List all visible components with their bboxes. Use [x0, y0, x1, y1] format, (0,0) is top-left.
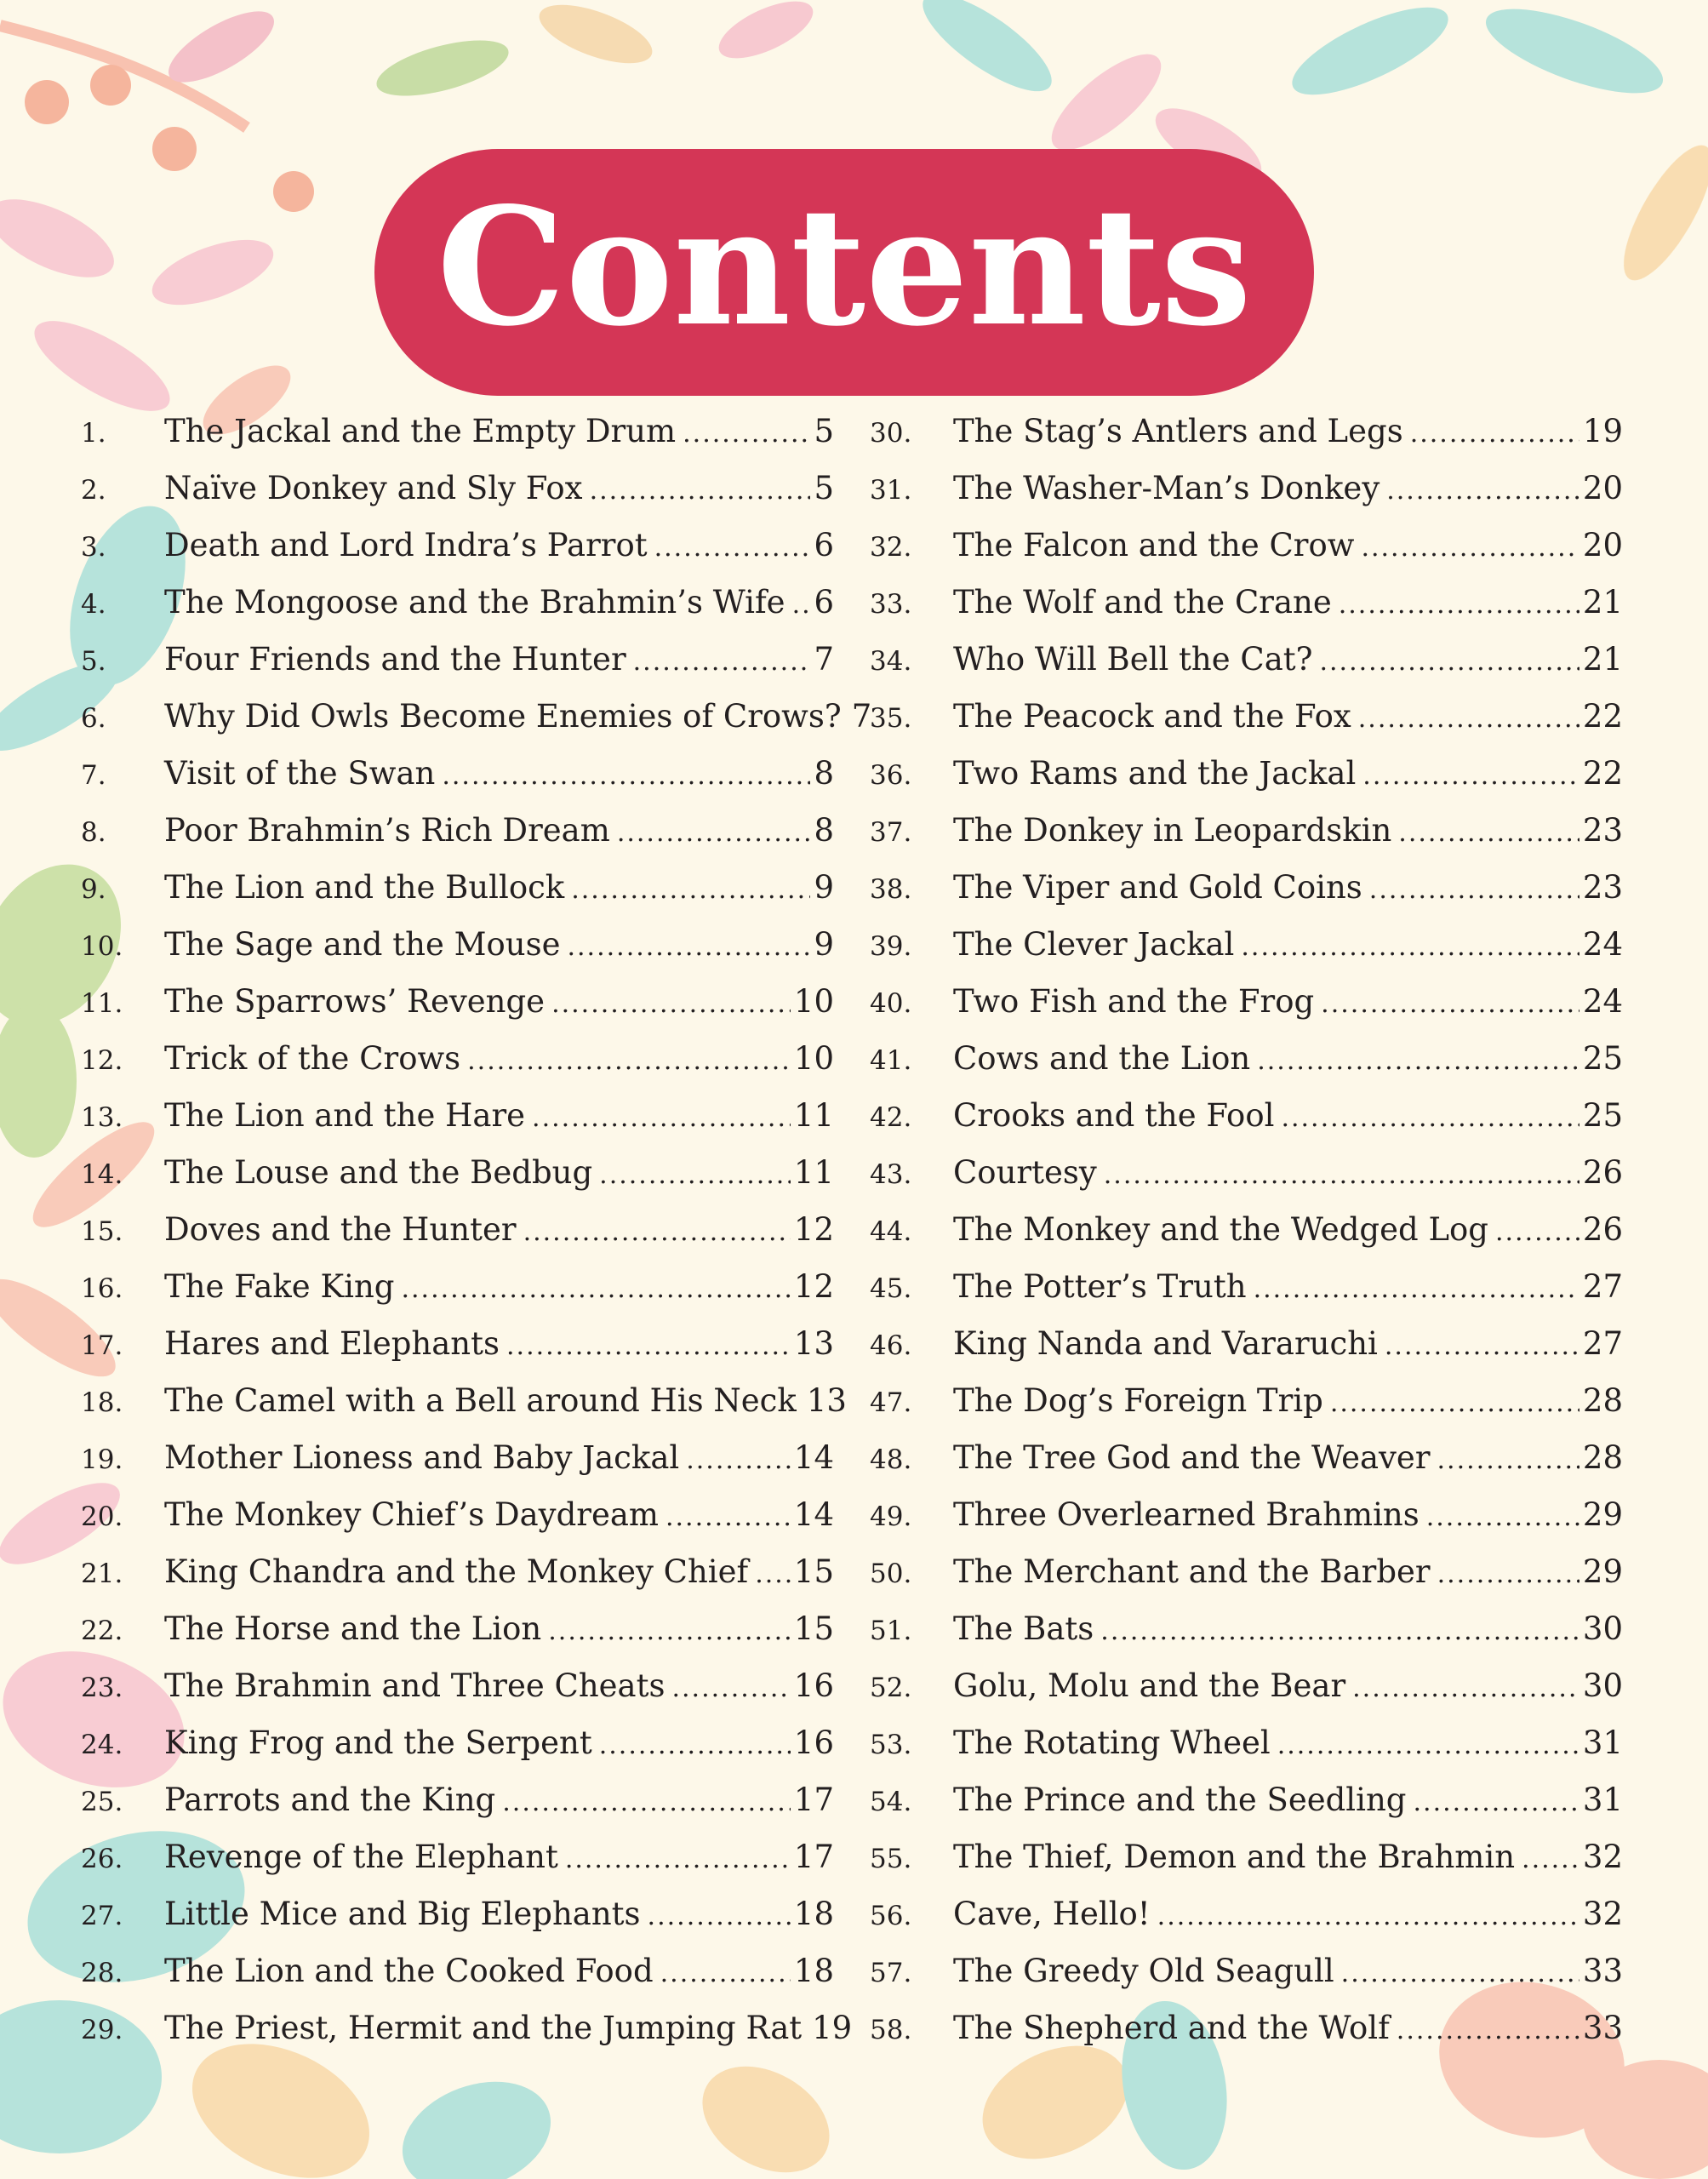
toc-leader-dots [654, 533, 811, 563]
toc-row[interactable] [870, 812, 1623, 869]
toc-number: 44. [870, 1216, 912, 1247]
toc-row[interactable] [870, 869, 1623, 926]
toc-title: The Rotating Wheel [953, 1724, 1271, 1761]
toc-leader-dots [1386, 476, 1579, 506]
toc-row[interactable] [81, 1154, 834, 1211]
toc-page-number: 8 [814, 755, 834, 792]
toc-number: 45. [870, 1273, 912, 1304]
toc-page-number: 13 [806, 1382, 847, 1419]
toc-number: 6. [81, 703, 106, 734]
toc-title: The Jackal and the Empty Drum [164, 413, 677, 449]
toc-page-number: 16 [793, 1667, 834, 1704]
toc-page-number: 11 [793, 1154, 834, 1191]
toc-row[interactable] [870, 1211, 1623, 1268]
toc-number: 8. [81, 817, 106, 848]
toc-row[interactable] [81, 1325, 834, 1382]
toc-title: Naïve Donkey and Sly Fox [164, 470, 583, 506]
toc-leader-dots [1361, 533, 1579, 563]
toc-leader-dots [1341, 1959, 1579, 1988]
toc-row[interactable] [81, 869, 834, 926]
toc-leader-dots [590, 476, 811, 506]
toc-page-number: 15 [793, 1610, 834, 1647]
toc-page-number: 23 [1582, 812, 1623, 849]
toc-number: 1. [81, 418, 106, 449]
toc-number: 48. [870, 1444, 912, 1475]
toc-page-number: 17 [793, 1839, 834, 1875]
toc-page-number: 30 [1582, 1610, 1623, 1647]
toc-leader-dots [1495, 1217, 1579, 1247]
toc-leader-dots [523, 1217, 791, 1247]
toc-title: The Dog’s Foreign Trip [953, 1382, 1323, 1419]
toc-title: Revenge of the Elephant [164, 1839, 558, 1875]
toc-title: The Lion and the Hare [164, 1097, 526, 1134]
toc-row[interactable] [870, 527, 1623, 584]
toc-page-number: 22 [1582, 698, 1623, 735]
toc-number: 27. [81, 1901, 123, 1931]
toc-row[interactable] [870, 1268, 1623, 1325]
toc-page-number: 27 [1582, 1325, 1623, 1362]
toc-leader-dots [755, 1559, 791, 1589]
toc-row[interactable] [870, 698, 1623, 755]
toc-number: 17. [81, 1330, 123, 1361]
toc-leader-dots [1321, 989, 1579, 1019]
toc-title: Who Will Bell the Cat? [953, 641, 1313, 678]
toc-row[interactable] [81, 1268, 834, 1325]
toc-leader-dots [1522, 1844, 1579, 1874]
toc-page-number: 8 [814, 812, 834, 849]
toc-leader-dots [671, 1673, 790, 1703]
toc-number: 54. [870, 1787, 912, 1817]
toc-row[interactable] [870, 1325, 1623, 1382]
toc-title: The Greedy Old Seagull [953, 1953, 1334, 1989]
toc-page-number: 6 [814, 527, 834, 563]
toc-leader-dots [1437, 1559, 1579, 1589]
toc-number: 33. [870, 589, 912, 620]
toc-title: The Viper and Gold Coins [953, 869, 1362, 906]
toc-title: Parrots and the King [164, 1782, 496, 1818]
toc-page-number: 32 [1582, 1839, 1623, 1875]
toc-number: 28. [81, 1958, 123, 1988]
toc-column-left [81, 413, 872, 2067]
toc-row[interactable] [81, 1097, 834, 1154]
toc-leader-dots [1100, 1616, 1579, 1646]
toc-title: King Frog and the Serpent [164, 1724, 592, 1761]
toc-page-number: 28 [1582, 1439, 1623, 1476]
toc-row[interactable] [870, 413, 1623, 470]
toc-leader-dots [467, 1046, 791, 1076]
toc-row[interactable] [81, 698, 872, 755]
toc-page-number: 21 [1582, 641, 1623, 678]
toc-leader-dots [442, 761, 810, 791]
toc-row[interactable] [870, 1097, 1623, 1154]
toc-row[interactable] [870, 1839, 1623, 1896]
toc-row[interactable] [870, 641, 1623, 698]
title-badge [366, 140, 1322, 404]
toc-title: The Shepherd and the Wolf [953, 2010, 1390, 2046]
toc-leader-dots [1397, 2016, 1579, 2045]
toc-title: Courtesy [953, 1154, 1097, 1191]
toc-leader-dots [1330, 1388, 1579, 1418]
toc-title: The Brahmin and Three Cheats [164, 1667, 665, 1704]
toc-title: King Chandra and the Monkey Chief [164, 1553, 749, 1590]
toc-row[interactable] [81, 527, 834, 584]
toc-title: The Peacock and the Fox [953, 698, 1351, 735]
toc-title: The Tree God and the Weaver [953, 1439, 1431, 1476]
toc-number: 18. [81, 1387, 123, 1418]
toc-title: Three Overlearned Brahmins [953, 1496, 1420, 1533]
toc-number: 50. [870, 1558, 912, 1589]
toc-title: Two Rams and the Jackal [953, 755, 1357, 792]
toc-page-number: 19 [812, 2010, 853, 2046]
toc-row[interactable] [870, 584, 1623, 641]
toc-page-number: 28 [1582, 1382, 1623, 1419]
toc-title: Death and Lord Indra’s Parrot [164, 527, 648, 563]
toc-page-number: 14 [793, 1496, 834, 1533]
toc-leader-dots [565, 1844, 791, 1874]
toc-row[interactable] [870, 755, 1623, 812]
toc-number: 52. [870, 1673, 912, 1703]
toc-number: 32. [870, 532, 912, 563]
toc-page-number: 15 [793, 1553, 834, 1590]
toc-page-number: 6 [814, 584, 834, 621]
toc-page-number: 19 [1582, 413, 1623, 449]
toc-page-number: 23 [1582, 869, 1623, 906]
toc-row[interactable] [870, 1040, 1623, 1097]
toc-page-number: 25 [1582, 1040, 1623, 1077]
toc-page-number: 5 [814, 413, 834, 449]
toc-row[interactable] [870, 1610, 1623, 1667]
toc-page-number: 21 [1582, 584, 1623, 621]
toc-number: 22. [81, 1616, 123, 1646]
toc-title: Two Fish and the Frog [953, 983, 1315, 1020]
toc-title: The Donkey in Leopardskin [953, 812, 1392, 849]
toc-leader-dots [1339, 590, 1579, 620]
toc-number: 34. [870, 646, 912, 677]
toc-title: Crooks and the Fool [953, 1097, 1275, 1134]
toc-page-number: 33 [1582, 1953, 1623, 1989]
toc-row[interactable] [870, 1496, 1623, 1553]
toc-row[interactable] [870, 1782, 1623, 1839]
toc-number: 51. [870, 1616, 912, 1646]
toc-leader-dots [1437, 1445, 1579, 1475]
toc-number: 9. [81, 874, 106, 905]
toc-row[interactable] [81, 983, 834, 1040]
toc-leader-dots [617, 818, 811, 848]
toc-title: Visit of the Swan [164, 755, 436, 792]
toc-number: 47. [870, 1387, 912, 1418]
toc-leader-dots [401, 1274, 790, 1304]
toc-leader-dots [1157, 1902, 1579, 1931]
toc-leader-dots [792, 590, 811, 620]
toc-row[interactable] [870, 1896, 1623, 1953]
toc-page-number: 20 [1582, 470, 1623, 506]
toc-title: Mother Lioness and Baby Jackal [164, 1439, 680, 1476]
toc-row[interactable] [870, 926, 1623, 983]
toc-page-number: 18 [793, 1896, 834, 1932]
toc-number: 4. [81, 589, 106, 620]
toc-leader-dots [567, 932, 810, 962]
toc-leader-dots [599, 1730, 791, 1760]
toc-number: 55. [870, 1844, 912, 1874]
toc-title: Four Friends and the Hunter [164, 641, 626, 678]
toc-title: The Prince and the Seedling [953, 1782, 1407, 1818]
toc-row[interactable] [81, 413, 834, 470]
toc-title: The Falcon and the Crow [953, 527, 1355, 563]
toc-title: The Bats [953, 1610, 1094, 1647]
toc-number: 12. [81, 1045, 123, 1076]
toc-row[interactable] [81, 1782, 834, 1839]
toc-row[interactable] [870, 1154, 1623, 1211]
toc-leader-dots [648, 1902, 791, 1931]
toc-page-number: 7 [814, 641, 834, 678]
toc-leader-dots [660, 1959, 791, 1988]
toc-title: King Nanda and Vararuchi [953, 1325, 1378, 1362]
toc-row[interactable] [81, 1896, 834, 1953]
toc-leader-dots [1398, 818, 1579, 848]
toc-leader-dots [1358, 704, 1579, 734]
toc-page-number: 14 [793, 1439, 834, 1476]
toc-page-number: 10 [793, 1040, 834, 1077]
toc-number: 41. [870, 1045, 912, 1076]
toc-number: 7. [81, 760, 106, 791]
toc-leader-dots [1426, 1502, 1579, 1532]
toc-row[interactable] [870, 1953, 1623, 2010]
toc-leader-dots [1241, 932, 1579, 962]
toc-number: 16. [81, 1273, 123, 1304]
toc-page-number: 17 [793, 1782, 834, 1818]
toc-title: The Louse and the Bedbug [164, 1154, 593, 1191]
toc-row[interactable] [870, 2010, 1623, 2067]
toc-row[interactable] [81, 1724, 834, 1782]
toc-title: The Monkey and the Wedged Log [953, 1211, 1488, 1248]
toc-title: Cows and the Lion [953, 1040, 1251, 1077]
toc-leader-dots [502, 1787, 791, 1817]
toc-number: 49. [870, 1501, 912, 1532]
toc-title: Hares and Elephants [164, 1325, 500, 1362]
toc-leader-dots [633, 647, 811, 677]
toc-title: Trick of the Crows [164, 1040, 461, 1077]
toc-title: The Potter’s Truth [953, 1268, 1247, 1305]
toc-row[interactable] [81, 755, 834, 812]
toc-page-number: 27 [1582, 1268, 1623, 1305]
toc-number: 35. [870, 703, 912, 734]
toc-title: Cave, Hello! [953, 1896, 1151, 1932]
toc-page-number: 11 [793, 1097, 834, 1134]
toc-page-number: 29 [1582, 1496, 1623, 1533]
toc-page-number: 31 [1582, 1782, 1623, 1818]
toc-title: The Stag’s Antlers and Legs [953, 413, 1403, 449]
toc-row[interactable] [81, 1439, 834, 1496]
toc-title: The Fake King [164, 1268, 395, 1305]
toc-leader-dots [1362, 761, 1579, 791]
toc-number: 19. [81, 1444, 123, 1475]
toc-title: The Merchant and the Barber [953, 1553, 1431, 1590]
toc-title: The Horse and the Lion [164, 1610, 542, 1647]
toc-page-number: 16 [793, 1724, 834, 1761]
toc-title: Little Mice and Big Elephants [164, 1896, 641, 1932]
toc-row[interactable] [81, 1382, 847, 1439]
toc-row[interactable] [870, 1724, 1623, 1782]
toc-title: The Clever Jackal [953, 926, 1235, 963]
toc-number: 2. [81, 475, 106, 506]
toc-row[interactable] [870, 1553, 1623, 1610]
toc-leader-dots [1385, 1331, 1579, 1361]
toc-leader-dots [1281, 1103, 1579, 1133]
toc-row[interactable] [81, 1610, 834, 1667]
toc-row[interactable] [81, 1839, 834, 1896]
toc-title: The Monkey Chief’s Daydream [164, 1496, 659, 1533]
toc-leader-dots [551, 989, 791, 1019]
toc-number: 10. [81, 931, 123, 962]
toc-page-number: 9 [814, 869, 834, 906]
toc-number: 38. [870, 874, 912, 905]
toc-page-number: 25 [1582, 1097, 1623, 1134]
toc-number: 30. [870, 418, 912, 449]
toc-number: 43. [870, 1159, 912, 1190]
toc-page-number: 24 [1582, 983, 1623, 1020]
toc-title: The Sage and the Mouse [164, 926, 561, 963]
toc-row[interactable] [81, 812, 834, 869]
toc-number: 31. [870, 475, 912, 506]
toc-leader-dots [571, 875, 810, 905]
toc-number: 20. [81, 1501, 123, 1532]
toc-number: 3. [81, 532, 106, 563]
page-title: Contents [437, 172, 1252, 362]
toc-title: Doves and the Hunter [164, 1211, 517, 1248]
toc-title: Why Did Owls Become Enemies of Crows? [164, 698, 842, 735]
toc-column-right [870, 413, 1623, 2067]
toc-row[interactable] [81, 1553, 834, 1610]
toc-leader-dots [1254, 1274, 1579, 1304]
toc-row[interactable] [870, 983, 1623, 1040]
toc-row[interactable] [81, 1953, 834, 2010]
toc-page-number: 33 [1582, 2010, 1623, 2046]
toc-leader-dots [1104, 1160, 1579, 1190]
toc-page-number: 13 [793, 1325, 834, 1362]
toc-title: The Priest, Hermit and the Jumping Rat [164, 2010, 803, 2046]
toc-row[interactable] [81, 584, 834, 641]
toc-page-number: 26 [1582, 1211, 1623, 1248]
toc-number: 25. [81, 1787, 123, 1817]
toc-leader-dots [548, 1616, 791, 1646]
toc-leader-dots [1277, 1730, 1579, 1760]
toc-page-number: 30 [1582, 1667, 1623, 1704]
toc-title: Poor Brahmin’s Rich Dream [164, 812, 610, 849]
toc-number: 15. [81, 1216, 123, 1247]
toc-leader-dots [665, 1502, 791, 1532]
toc-leader-dots [1319, 647, 1579, 677]
toc-leader-dots [1410, 419, 1579, 449]
toc-leader-dots [1352, 1673, 1579, 1703]
toc-number: 56. [870, 1901, 912, 1931]
toc-number: 11. [81, 988, 123, 1019]
toc-row[interactable] [870, 1439, 1623, 1496]
toc-page-number: 32 [1582, 1896, 1623, 1932]
toc-number: 42. [870, 1102, 912, 1133]
toc-title: The Washer-Man’s Donkey [953, 470, 1380, 506]
toc-row[interactable] [81, 470, 834, 527]
toc-leader-dots [683, 419, 810, 449]
toc-leader-dots [1414, 1787, 1579, 1817]
toc-leader-dots [506, 1331, 791, 1361]
toc-number: 46. [870, 1330, 912, 1361]
toc-number: 21. [81, 1558, 123, 1589]
toc-number: 14. [81, 1159, 123, 1190]
toc-number: 57. [870, 1958, 912, 1988]
toc-page-number: 12 [793, 1268, 834, 1305]
toc-row[interactable] [81, 1211, 834, 1268]
toc-page-number: 22 [1582, 755, 1623, 792]
toc-row[interactable] [81, 1040, 834, 1097]
toc-row[interactable] [81, 641, 834, 698]
toc-row[interactable] [870, 1382, 1623, 1439]
toc-page-number: 31 [1582, 1724, 1623, 1761]
toc-title: The Camel with a Bell around His Neck [164, 1382, 797, 1419]
toc-row[interactable] [81, 2010, 853, 2067]
toc-page-number: 7 [851, 698, 872, 735]
toc-leader-dots [599, 1160, 791, 1190]
toc-title: The Wolf and the Crane [953, 584, 1332, 621]
toc-number: 23. [81, 1673, 123, 1703]
toc-row[interactable] [870, 1667, 1623, 1724]
toc-title: The Thief, Demon and the Brahmin [953, 1839, 1516, 1875]
toc-page-number: 9 [814, 926, 834, 963]
toc-page-number: 20 [1582, 527, 1623, 563]
toc-number: 37. [870, 817, 912, 848]
toc-number: 36. [870, 760, 912, 791]
toc-number: 58. [870, 2015, 912, 2045]
toc-page-number: 29 [1582, 1553, 1623, 1590]
toc-row[interactable] [81, 1667, 834, 1724]
toc-leader-dots [532, 1103, 791, 1133]
toc-title: The Lion and the Bullock [164, 869, 565, 906]
toc-row[interactable] [81, 926, 834, 983]
toc-page-number: 26 [1582, 1154, 1623, 1191]
toc-number: 40. [870, 988, 912, 1019]
toc-title: The Lion and the Cooked Food [164, 1953, 654, 1989]
toc-page-number: 24 [1582, 926, 1623, 963]
toc-page-number: 10 [793, 983, 834, 1020]
toc-number: 39. [870, 931, 912, 962]
toc-number: 53. [870, 1730, 912, 1760]
toc-number: 5. [81, 646, 106, 677]
toc-number: 26. [81, 1844, 123, 1874]
toc-title: Golu, Molu and the Bear [953, 1667, 1346, 1704]
toc-row[interactable] [81, 1496, 834, 1553]
toc-title: The Mongoose and the Brahmin’s Wife [164, 584, 785, 621]
toc-page-number: 18 [793, 1953, 834, 1989]
toc-row[interactable] [870, 470, 1623, 527]
toc-title: The Sparrows’ Revenge [164, 983, 546, 1020]
toc-page-number: 5 [814, 470, 834, 506]
toc-number: 29. [81, 2015, 123, 2045]
toc-number: 24. [81, 1730, 123, 1760]
toc-leader-dots [686, 1445, 791, 1475]
toc-number: 13. [81, 1102, 123, 1133]
toc-leader-dots [1369, 875, 1579, 905]
toc-leader-dots [1257, 1046, 1579, 1076]
toc-page-number: 12 [793, 1211, 834, 1248]
